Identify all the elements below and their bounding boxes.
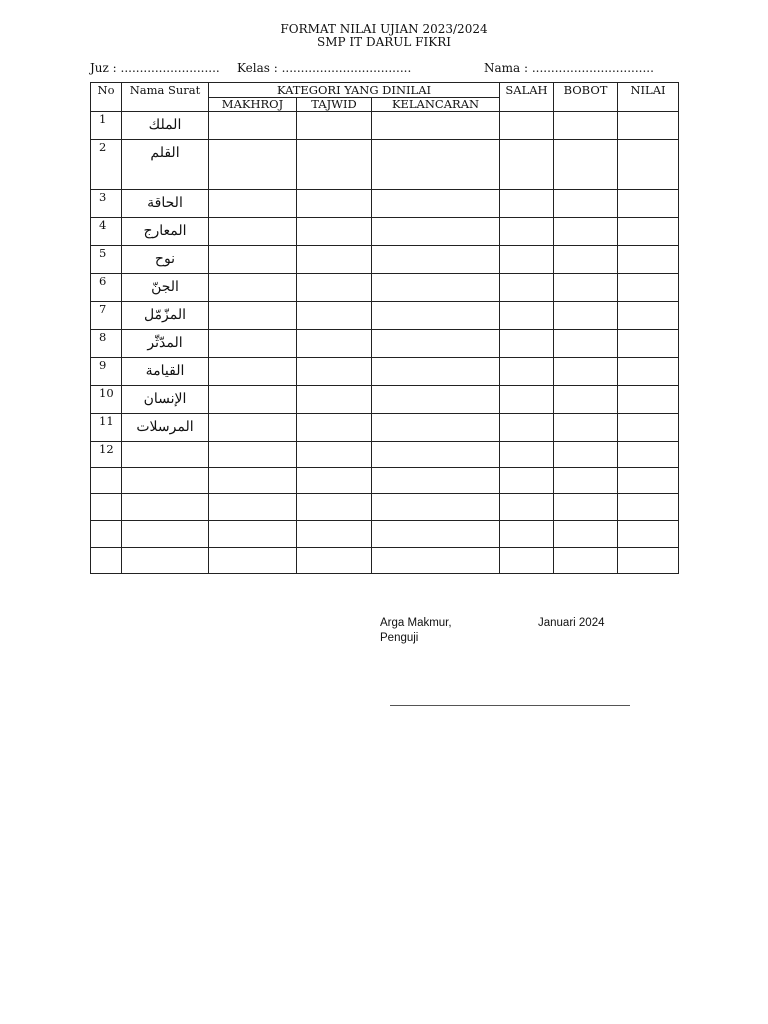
kelancaran-cell (372, 358, 500, 386)
header-salah: SALAH (500, 83, 554, 112)
makhroj-cell (209, 218, 297, 246)
nilai-cell (618, 468, 679, 494)
table-row (91, 386, 679, 414)
bobot-cell (554, 521, 618, 548)
signature-place: Arga Makmur, (380, 617, 452, 629)
header-makhroj: MAKHROJ (209, 98, 297, 112)
kelancaran-cell (372, 112, 500, 140)
salah-cell (500, 468, 554, 494)
nama-field: Nama : ................................ (484, 61, 654, 75)
signature-line (390, 705, 630, 706)
salah-cell (500, 386, 554, 414)
signature-date: Januari 2024 (538, 617, 605, 629)
surah-name: الجنّ (122, 274, 209, 302)
grade-table (90, 82, 679, 574)
bobot-cell (554, 386, 618, 414)
kelancaran-cell (372, 414, 500, 442)
nilai-cell (618, 140, 679, 190)
makhroj-cell (209, 112, 297, 140)
table-row (91, 302, 679, 330)
kelas-field: Kelas : .................................. (237, 61, 412, 75)
salah-cell (500, 330, 554, 358)
salah-cell (500, 494, 554, 521)
bobot-cell (554, 330, 618, 358)
header-nilai: NILAI (618, 83, 679, 112)
surah-name: المرسلات (122, 414, 209, 442)
row-number: 7 (91, 302, 122, 330)
makhroj-cell (209, 414, 297, 442)
bobot-cell (554, 274, 618, 302)
surah-name (122, 468, 209, 494)
nilai-cell (618, 442, 679, 468)
kelancaran-cell (372, 274, 500, 302)
bobot-cell (554, 414, 618, 442)
table-row (91, 274, 679, 302)
salah-cell (500, 190, 554, 218)
table-row (91, 414, 679, 442)
table-row (91, 190, 679, 218)
tajwid-cell (297, 218, 372, 246)
table-row (91, 218, 679, 246)
makhroj-cell (209, 190, 297, 218)
row-number (91, 548, 122, 574)
kelancaran-cell (372, 246, 500, 274)
surah-name (122, 494, 209, 521)
makhroj-cell (209, 521, 297, 548)
nilai-cell (618, 190, 679, 218)
surah-name: القلم (122, 140, 209, 190)
table-row (91, 521, 679, 548)
signature-role: Penguji (380, 632, 419, 644)
tajwid-cell (297, 494, 372, 521)
row-number: 4 (91, 218, 122, 246)
salah-cell (500, 414, 554, 442)
kelancaran-cell (372, 494, 500, 521)
tajwid-cell (297, 386, 372, 414)
header-kelancaran: KELANCARAN (372, 98, 500, 112)
makhroj-cell (209, 246, 297, 274)
bobot-cell (554, 548, 618, 574)
salah-cell (500, 302, 554, 330)
row-number: 3 (91, 190, 122, 218)
makhroj-cell (209, 494, 297, 521)
tajwid-cell (297, 414, 372, 442)
tajwid-cell (297, 190, 372, 218)
surah-name: الملك (122, 112, 209, 140)
nilai-cell (618, 330, 679, 358)
surah-name: الحاقة (122, 190, 209, 218)
bobot-cell (554, 140, 618, 190)
kelancaran-cell (372, 218, 500, 246)
surah-name: المعارج (122, 218, 209, 246)
header-bobot: BOBOT (554, 83, 618, 112)
kelancaran-cell (372, 330, 500, 358)
salah-cell (500, 548, 554, 574)
tajwid-cell (297, 274, 372, 302)
kelancaran-cell (372, 190, 500, 218)
row-number (91, 468, 122, 494)
bobot-cell (554, 302, 618, 330)
table-row (91, 468, 679, 494)
nilai-cell (618, 246, 679, 274)
table-row (91, 548, 679, 574)
header-kategori: KATEGORI YANG DINILAI (209, 83, 500, 98)
table-row (91, 140, 679, 190)
row-number: 12 (91, 442, 122, 468)
makhroj-cell (209, 386, 297, 414)
salah-cell (500, 246, 554, 274)
nilai-cell (618, 112, 679, 140)
tajwid-cell (297, 112, 372, 140)
nilai-cell (618, 274, 679, 302)
tajwid-cell (297, 302, 372, 330)
surah-name: نوح (122, 246, 209, 274)
bobot-cell (554, 468, 618, 494)
salah-cell (500, 274, 554, 302)
header-nama-surat: Nama Surat (122, 83, 209, 112)
table-row (91, 246, 679, 274)
tajwid-cell (297, 358, 372, 386)
makhroj-cell (209, 274, 297, 302)
surah-name: المدّثّر (122, 330, 209, 358)
bobot-cell (554, 358, 618, 386)
row-number: 9 (91, 358, 122, 386)
makhroj-cell (209, 442, 297, 468)
kelancaran-cell (372, 302, 500, 330)
nilai-cell (618, 548, 679, 574)
kelancaran-cell (372, 386, 500, 414)
tajwid-cell (297, 521, 372, 548)
table-row (91, 330, 679, 358)
nilai-cell (618, 302, 679, 330)
kelancaran-cell (372, 140, 500, 190)
makhroj-cell (209, 548, 297, 574)
makhroj-cell (209, 468, 297, 494)
document-title: FORMAT NILAI UJIAN 2023/2024 (280, 22, 488, 36)
makhroj-cell (209, 330, 297, 358)
salah-cell (500, 140, 554, 190)
kelancaran-cell (372, 442, 500, 468)
table-row (91, 112, 679, 140)
salah-cell (500, 358, 554, 386)
nilai-cell (618, 494, 679, 521)
row-number (91, 521, 122, 548)
tajwid-cell (297, 140, 372, 190)
nilai-cell (618, 521, 679, 548)
salah-cell (500, 218, 554, 246)
row-number: 10 (91, 386, 122, 414)
salah-cell (500, 521, 554, 548)
row-number (91, 494, 122, 521)
surah-name (122, 442, 209, 468)
bobot-cell (554, 218, 618, 246)
makhroj-cell (209, 358, 297, 386)
row-number: 2 (91, 140, 122, 190)
bobot-cell (554, 190, 618, 218)
kelancaran-cell (372, 468, 500, 494)
table-row (91, 442, 679, 468)
tajwid-cell (297, 468, 372, 494)
surah-name (122, 548, 209, 574)
bobot-cell (554, 246, 618, 274)
row-number: 11 (91, 414, 122, 442)
salah-cell (500, 112, 554, 140)
surah-name (122, 521, 209, 548)
nilai-cell (618, 218, 679, 246)
row-number: 5 (91, 246, 122, 274)
juz-field: Juz : .......................... (90, 61, 220, 75)
table-row (91, 494, 679, 521)
tajwid-cell (297, 246, 372, 274)
makhroj-cell (209, 302, 297, 330)
tajwid-cell (297, 442, 372, 468)
makhroj-cell (209, 140, 297, 190)
salah-cell (500, 442, 554, 468)
nilai-cell (618, 414, 679, 442)
kelancaran-cell (372, 521, 500, 548)
school-name: SMP IT DARUL FIKRI (317, 35, 451, 49)
header-no: No (91, 83, 122, 112)
table-row (91, 358, 679, 386)
tajwid-cell (297, 548, 372, 574)
kelancaran-cell (372, 548, 500, 574)
surah-name: الإنسان (122, 386, 209, 414)
row-number: 6 (91, 274, 122, 302)
bobot-cell (554, 442, 618, 468)
nilai-cell (618, 386, 679, 414)
header-tajwid: TAJWID (297, 98, 372, 112)
row-number: 8 (91, 330, 122, 358)
surah-name: المزّمّل (122, 302, 209, 330)
bobot-cell (554, 112, 618, 140)
surah-name: القيامة (122, 358, 209, 386)
nilai-cell (618, 358, 679, 386)
bobot-cell (554, 494, 618, 521)
tajwid-cell (297, 330, 372, 358)
row-number: 1 (91, 112, 122, 140)
